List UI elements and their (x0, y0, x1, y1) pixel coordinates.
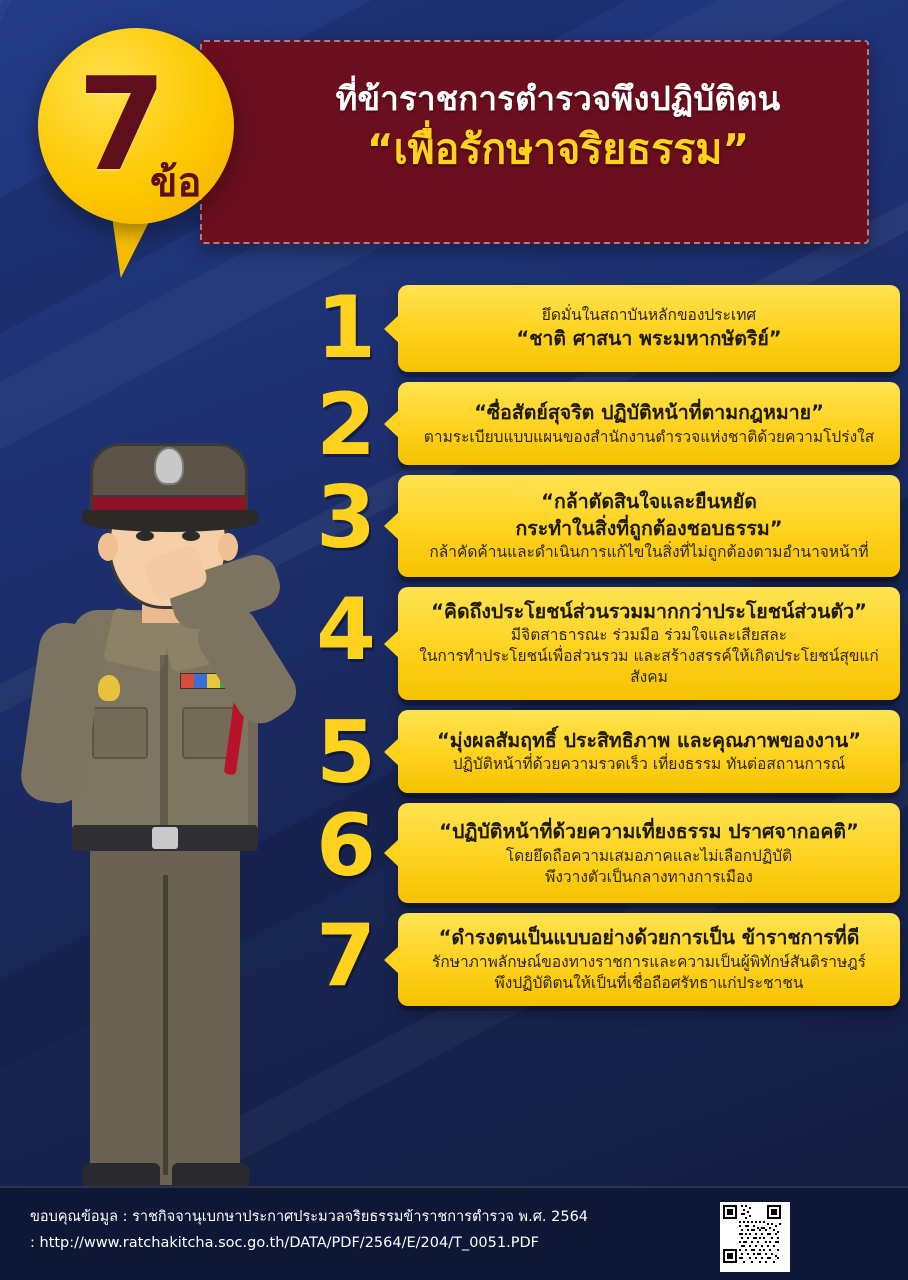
officer-leg-divider (163, 875, 168, 1175)
item-text: “ซื่อสัตย์สุจริต ปฏิบัติหน้าที่ตามกฎหมาย” (474, 401, 824, 425)
item-number: 3 (316, 468, 376, 569)
footer-credit (30, 1204, 650, 1256)
header-title-line2: “เพื่อรักษาจริยธรรม” (366, 125, 750, 174)
item-text: กระทำในสิ่งที่ถูกต้องชอบธรรม” (515, 516, 783, 540)
item-number: 2 (316, 375, 376, 476)
officer-cap-badge-icon (154, 447, 184, 485)
officer-ear-right (218, 533, 238, 561)
list-item (300, 906, 900, 1007)
list-item (300, 703, 900, 804)
officer-belt-buckle (152, 827, 178, 849)
item-bubble (398, 587, 900, 700)
police-officer-illustration (20, 355, 320, 1195)
officer-eye-left (136, 531, 154, 541)
item-bubble (398, 475, 900, 577)
item-text: ยึดมั่นในสถาบันหลักของประเทศ (541, 306, 757, 324)
officer-eye-right (182, 531, 200, 541)
item-bubble (398, 382, 900, 465)
item-text: “ดำรงตนเป็นแบบอย่างด้วยการเป็น ข้าราชการที่ดี (438, 926, 860, 950)
header-title-line1: ที่ข้าราชการตำรวจพึงปฏิบัติตน (335, 79, 781, 118)
principles-list (300, 278, 900, 1016)
item-number: 6 (316, 796, 376, 897)
officer-cap-visor (82, 510, 258, 532)
qr-code-icon[interactable] (720, 1202, 790, 1272)
item-text: “กล้าตัดสินใจและยืนหยัด (541, 490, 757, 514)
item-text: “มุ่งผลสัมฤทธิ์ ประสิทธิภาพ และคุณภาพของงาน” (436, 729, 862, 753)
footer-credit-line1: ขอบคุณข้อมูล : ราชกิจจานุเบกษาประกาศประมวลจริยธรรมข้าราชการตำรวจ พ.ศ. 2564 (30, 1209, 589, 1225)
officer-chest-badge (98, 675, 120, 701)
item-number: 7 (316, 906, 376, 1007)
count-badge-number: 7 (77, 51, 167, 200)
item-text: รักษาภาพลักษณ์ของทางราชการและความเป็นผู้พิทักษ์สันติราษฎร์ (432, 952, 866, 971)
list-item (300, 278, 900, 378)
list-item (300, 468, 900, 577)
item-text: ตามระเบียบแบบแผนของสำนักงานตำรวจแห่งชาติด้วยความโปร่งใส (423, 427, 875, 446)
item-number: 5 (316, 703, 376, 804)
item-text: “คิดถึงประโยชน์ส่วนรวมมากกว่าประโยชน์ส่วนตัว” (431, 600, 867, 624)
item-bubble (398, 285, 900, 372)
list-item (300, 796, 900, 903)
list-item (300, 580, 900, 700)
item-text: “ปฏิบัติหน้าที่ด้วยความเที่ยงธรรม ปราศจากอคติ” (439, 820, 859, 844)
item-text: กล้าคัดค้านและดำเนินการแก้ไขในสิ่งที่ไม่ถูกต้องตามอำนาจหน้าที่ (429, 543, 869, 562)
item-text: “ชาติ ศาสนา พระมหากษัตริย์” (516, 326, 782, 350)
item-text: ในการทำประโยชน์เพื่อส่วนรวม และสร้างสรรค์ให้เกิดประโยชน์สุขแก่สังคม (419, 647, 879, 687)
item-text: พึงปฏิบัติตนให้เป็นที่เชื่อถือศรัทธาแก่ประชาชน (494, 973, 804, 992)
officer-ear-left (98, 533, 118, 561)
footer-source-url[interactable]: : http://www.ratchakitcha.soc.go.th/DATA/PDF/2564/E/204/T_0051.PDF (30, 1235, 539, 1252)
header-band (200, 40, 869, 244)
item-text: ปฏิบัติหน้าที่ด้วยความรวดเร็ว เที่ยงธรรม ทันต่อสถานการณ์ (452, 755, 846, 774)
item-bubble (398, 803, 900, 903)
footer-bar (0, 1186, 908, 1280)
item-bubble (398, 913, 900, 1005)
officer-pocket-left (92, 707, 148, 759)
item-text: โดยยึดถือความเสมอภาคและไม่เลือกปฏิบัติ (505, 846, 793, 865)
list-item (300, 375, 900, 476)
item-text: มีจิตสาธารณะ ร่วมมือ ร่วมใจและเสียสละ (510, 626, 788, 645)
count-badge-unit: ข้อ (150, 160, 202, 206)
item-text: พึงวางตัวเป็นกลางทางการเมือง (545, 867, 753, 886)
officer-shirt-placket (160, 655, 168, 851)
item-number: 4 (316, 580, 376, 681)
item-bubble (398, 710, 900, 793)
item-number: 1 (316, 278, 376, 378)
